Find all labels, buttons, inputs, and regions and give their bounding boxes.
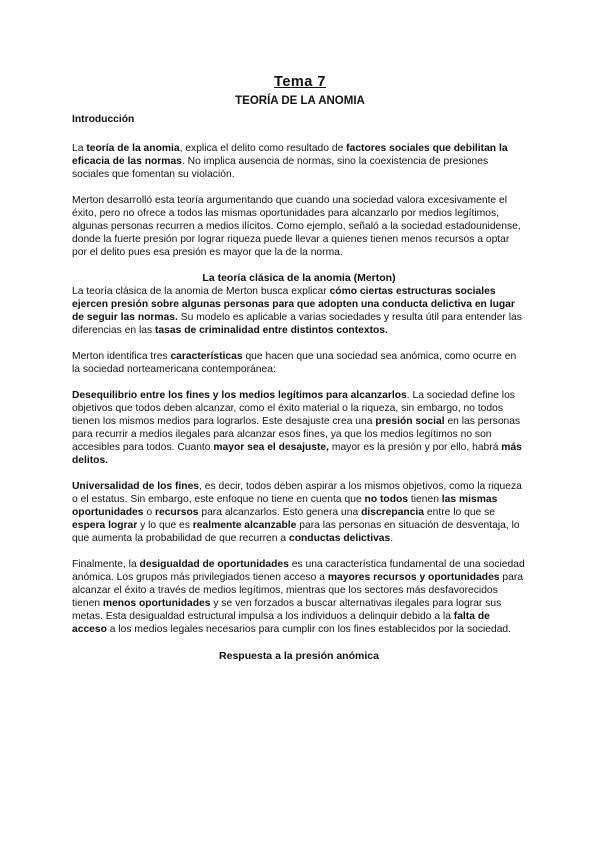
bold-text: teoría de la anomia bbox=[86, 143, 180, 154]
bold-text: conductas delictivas bbox=[288, 533, 391, 544]
paragraph bbox=[72, 194, 526, 259]
bold-text: realmente alcanzable bbox=[192, 520, 297, 531]
text-run: . bbox=[390, 533, 394, 544]
paragraph bbox=[72, 480, 526, 545]
paragraph bbox=[72, 285, 526, 337]
bold-text: mayor sea el desajuste, bbox=[213, 442, 330, 453]
text-run: tienen bbox=[408, 494, 442, 505]
bold-text: las mismas oportunidades bbox=[72, 494, 498, 518]
text-run: entre lo que se bbox=[424, 507, 496, 518]
text-run: que hacen que una sociedad sea anómica, como ocurre en la sociedad norteamericana contemporánea: bbox=[72, 351, 517, 375]
page-title: Tema 7 bbox=[274, 74, 326, 90]
paragraph bbox=[72, 558, 526, 636]
text-run: y lo que es bbox=[137, 520, 193, 531]
text-run: . No implica ausencia de normas, sino la coexistencia de presiones sociales que fomentan su violación. bbox=[72, 156, 489, 180]
bold-text: factores sociales que debilitan la eficacia de las normas bbox=[72, 143, 508, 167]
text-run: para alcanzarlos. Esto genera una bbox=[198, 507, 362, 518]
text-run: Su modelo es aplicable a varias sociedades y resulta útil para entender las diferencias en las bbox=[72, 312, 522, 336]
text-run: es una característica fundamental de una sociedad anómica. Los grupos más privilegiados tienen acceso a bbox=[72, 559, 525, 583]
text-run: La bbox=[72, 143, 87, 154]
bold-text: presión social bbox=[375, 416, 445, 427]
bold-text: tasas de criminalidad entre distintos contextos. bbox=[155, 325, 388, 336]
bold-text: espera lograr bbox=[72, 520, 138, 531]
document-body bbox=[72, 113, 526, 663]
text-run: , es decir, todos deben aspirar a los mismos objetivos, como la riqueza o el estatus. Sin embargo, este enfoque no tiene en cuenta que bbox=[72, 481, 522, 505]
text-run: en las personas para recurrir a medios ilegales para alcanzar esos fines, ya que los medios legítimos no son accesibles para todos. Cuanto bbox=[72, 416, 521, 453]
text-run: La teoría clásica de la anomia de Merton busca explicar bbox=[72, 286, 330, 297]
section-heading-respuesta: Respuesta a la presión anómica bbox=[219, 650, 379, 662]
bold-text: Universalidad de los fines bbox=[72, 481, 200, 492]
paragraph bbox=[72, 389, 526, 467]
text-run: . La sociedad define los objetivos que todos deben alcanzar, como el éxito material o la riqueza, sin embargo, no todos tienen los mismos medios para lograrlos. Este desajuste crea una bbox=[72, 390, 515, 427]
bold-text: cómo ciertas estructuras sociales ejercen presión sobre algunas personas para que adopten una conducta delictiva en lugar de seguir las normas. bbox=[72, 286, 515, 323]
text-run: Merton identifica tres bbox=[72, 351, 171, 362]
paragraph bbox=[72, 142, 526, 181]
page-subtitle: TEORÍA DE LA ANOMIA bbox=[235, 95, 365, 107]
text-run: y se ven forzados a buscar alternativas ilegales para lograr sus metas. Esta desigualdad estructural impulsa a los individuos a delinquir debido a la bbox=[72, 598, 502, 622]
text-run: Merton desarrolló esta teoría argumentando que cuando una sociedad valora excesivamente el éxito, pero no ofrece a todos las mismas oportunidades para alcanzarlo por medios legítimos, algunas personas recurren a medios ilícitos. Como ejemplo, señaló a la sociedad estadounidense, donde la fuerte presión por lograr riqueza puede llevar a quienes tienen menos recursos a optar por el delito pues esa presión es mayor que la de la norma. bbox=[72, 195, 521, 258]
paragraph bbox=[72, 350, 526, 376]
text-run: para las personas en situación de desventaja, lo que aumenta la probabilidad de que recurren a bbox=[72, 520, 520, 544]
bold-text: discrepancia bbox=[361, 507, 425, 518]
text-run: , explica el delito como resultado de bbox=[179, 143, 347, 154]
bold-text: falta de acceso bbox=[72, 611, 490, 635]
bold-text: menos oportunidades bbox=[102, 598, 211, 609]
section-heading-introduccion: Introducción bbox=[72, 114, 135, 125]
text-run: o bbox=[143, 507, 155, 518]
bold-text: desigualdad de oportunidades bbox=[139, 559, 289, 570]
text-run: a los medios legales necesarios para cumplir con los fines establecidos por la sociedad. bbox=[106, 624, 512, 635]
bold-text: más delitos. bbox=[72, 442, 522, 466]
text-run: Finalmente, la bbox=[72, 559, 140, 570]
text-run: mayor es la presión y por ello, habrá bbox=[329, 442, 502, 453]
bold-text: características bbox=[170, 351, 243, 362]
bold-text: Desequilibrio entre los fines y los medios legítimos para alcanzarlos bbox=[72, 390, 407, 401]
text-run: para alcanzar el éxito a través de medios legítimos, mientras que los sectores más desfavorecidos tienen bbox=[72, 572, 524, 609]
bold-text: no todos bbox=[364, 494, 408, 505]
bold-text: recursos bbox=[154, 507, 199, 518]
bold-text: mayores recursos y oportunidades bbox=[327, 572, 500, 583]
section-heading-teoria-clasica: La teoría clásica de la anomia (Merton) bbox=[202, 272, 396, 284]
